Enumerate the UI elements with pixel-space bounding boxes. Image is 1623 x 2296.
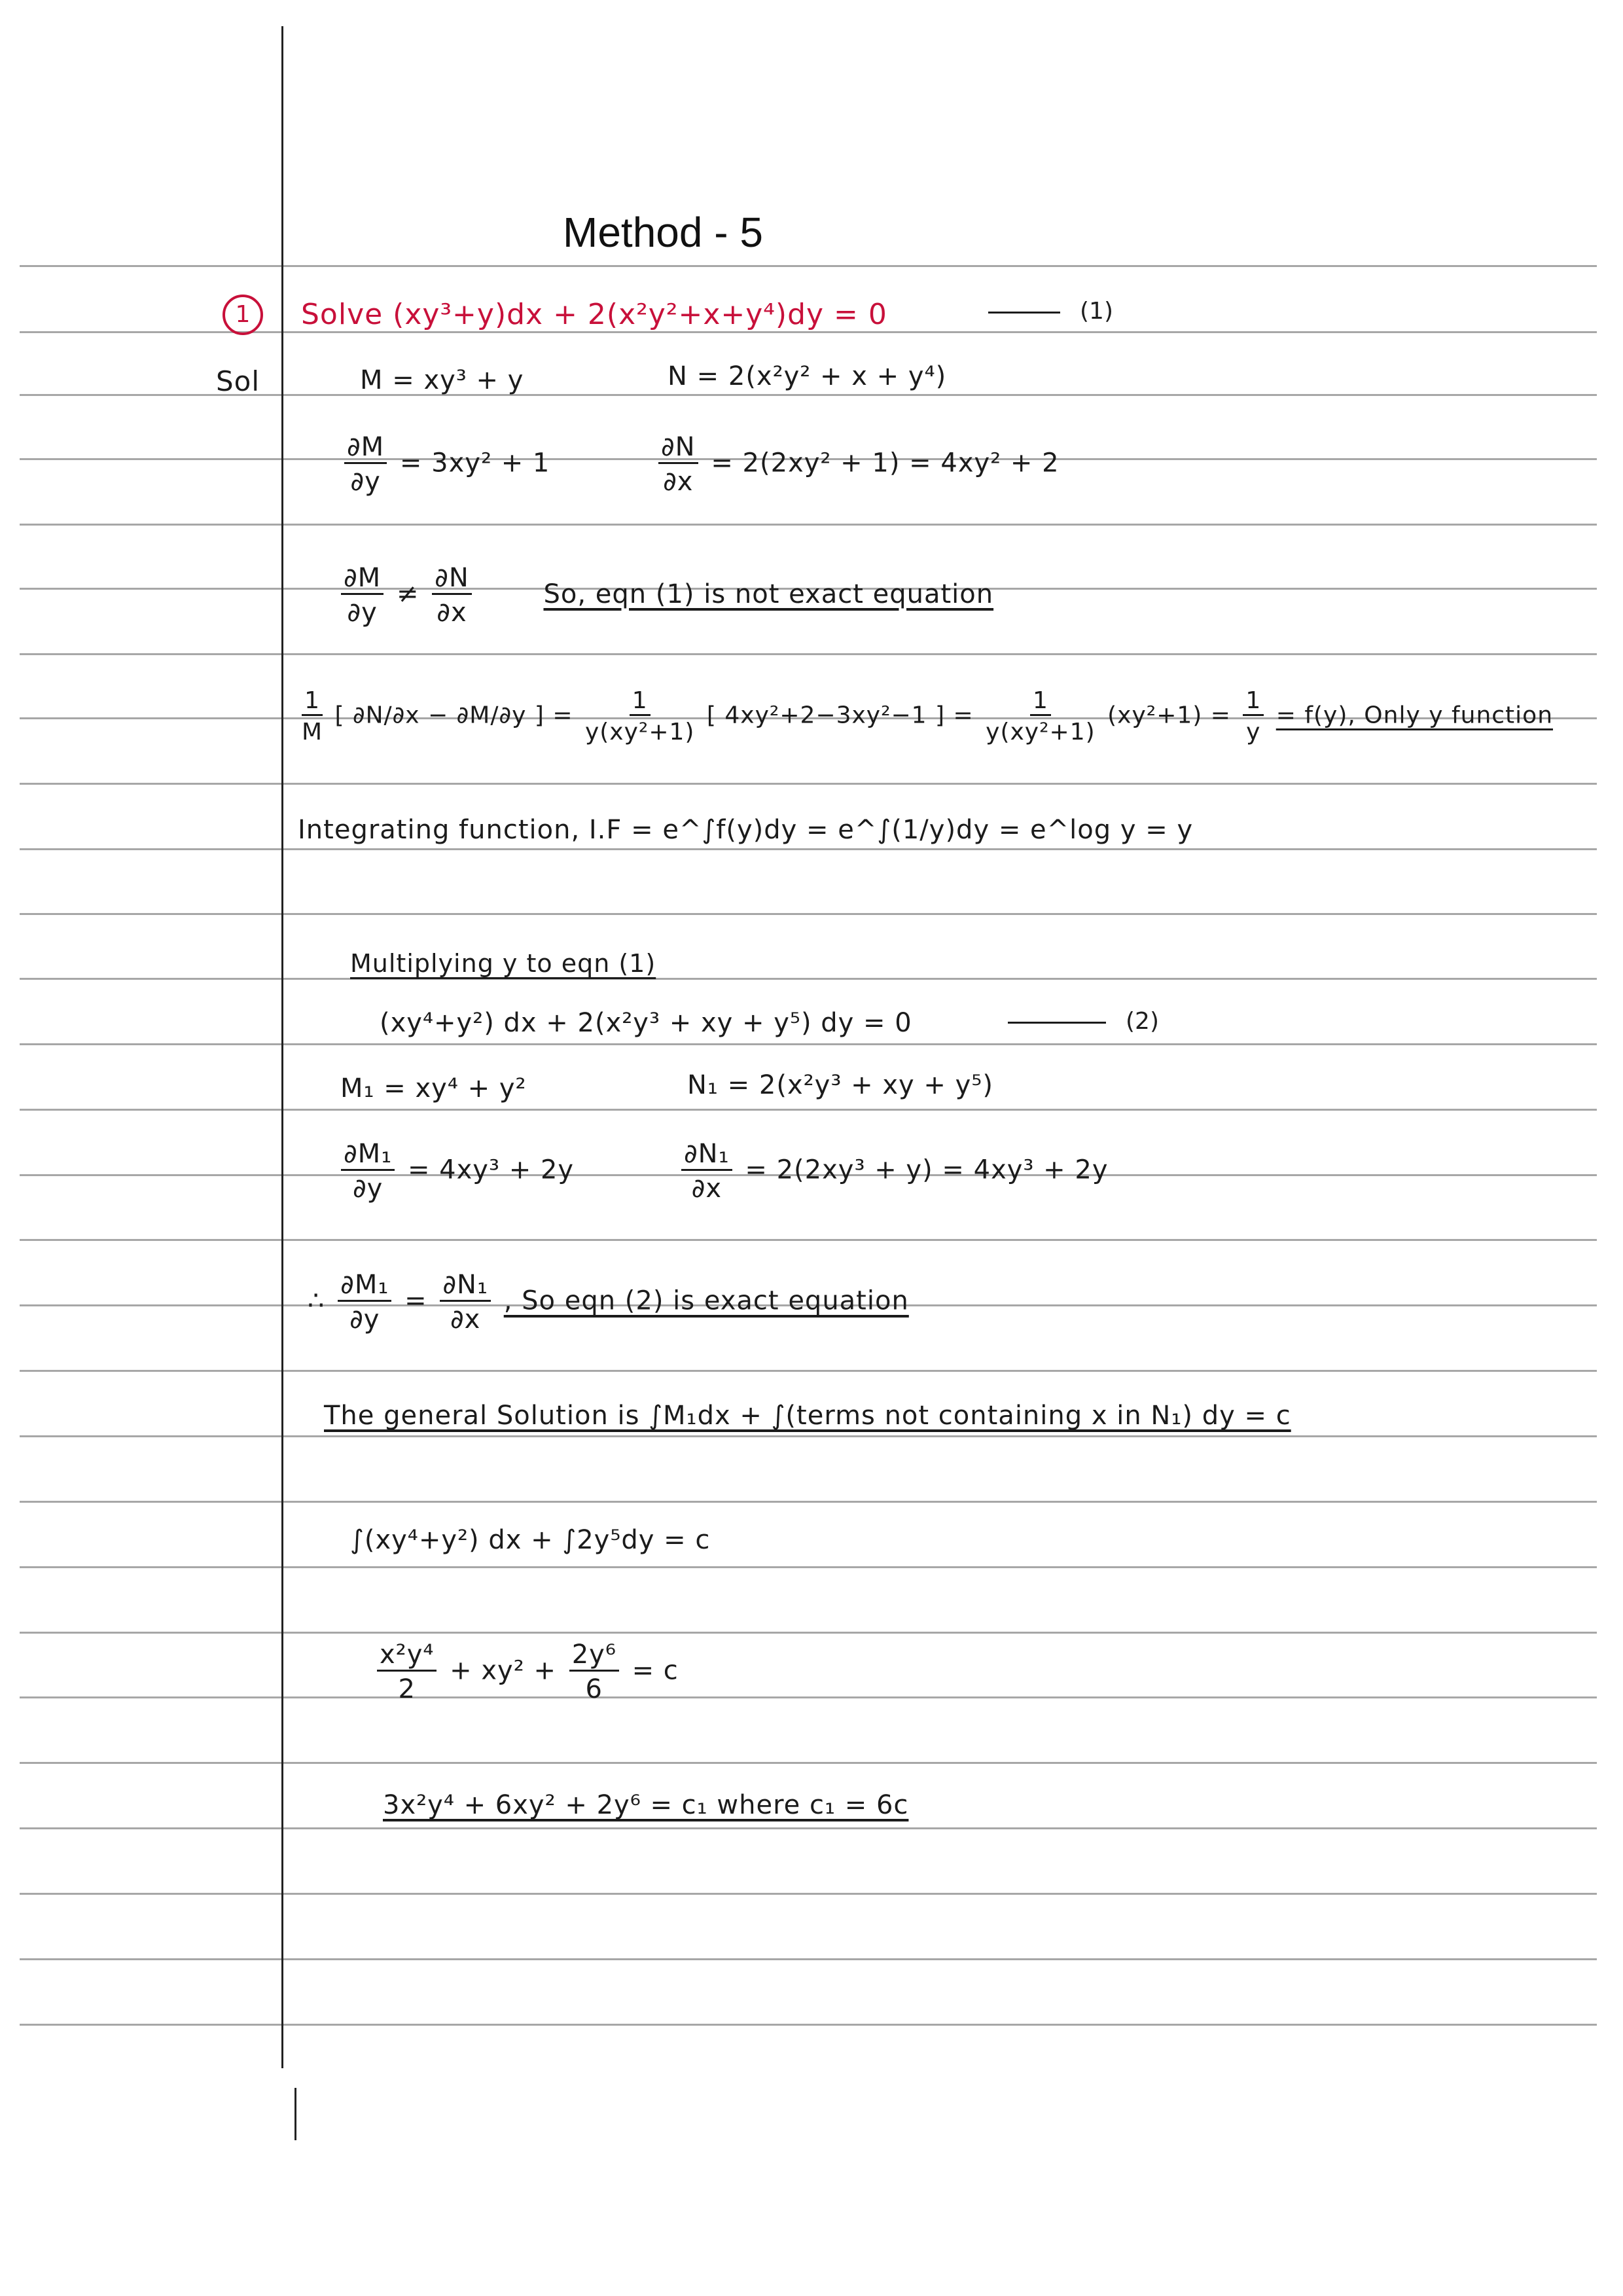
- N-definition: N = 2(x²y² + x + y⁴): [668, 361, 947, 391]
- N1-definition: N₁ = 2(x²y³ + xy + y⁵): [687, 1070, 993, 1100]
- M-definition: M = xy³ + y: [360, 365, 524, 395]
- ruled-line: [20, 331, 1597, 333]
- result-line: $\frac{\text{x²y⁴}}{2}$ + xy² + $\frac{\text{2y⁶}}{6}$ = c: [373, 1640, 679, 1704]
- ruled-line: [20, 524, 1597, 526]
- not-exact-line: $\frac{\partial M}{\partial y}$ ≠ $\frac{\partial N}{\partial x}$ So, eqn (1) is not exact equation: [337, 563, 993, 628]
- margin-line: [281, 26, 283, 2068]
- fraction: $\frac{1}{\text{y(xy²+1)}}$: [584, 687, 695, 745]
- multiplying-line: Multiplying y to eqn (1): [350, 949, 656, 978]
- general-solution-line: The general Solution is ∫M₁dx + ∫(terms not containing x in N₁) dy = c: [324, 1401, 1291, 1431]
- ruled-line: [20, 653, 1597, 655]
- fraction: $\frac{\partial N}{\partial x}$: [432, 563, 472, 628]
- ruled-line: [20, 1109, 1597, 1111]
- final-answer: 3x²y⁴ + 6xy² + 2y⁶ = c₁ where c₁ = 6c: [383, 1790, 909, 1820]
- dM-dy-line: $\frac{\partial M}{\partial y}$ = 3xy² + 1: [340, 432, 550, 497]
- M1-definition: M₁ = xy⁴ + y²: [340, 1073, 527, 1103]
- ruled-line: [20, 2024, 1597, 2026]
- ruled-line: [20, 1435, 1597, 1437]
- dN-dx-line: $\frac{\partial N}{\partial x}$ = 2(2xy² + 1) = 4xy² + 2: [654, 432, 1060, 497]
- dM1-dy-line: $\frac{\text{∂M₁}}{\partial y}$ = 4xy³ + 2y: [337, 1139, 574, 1204]
- fraction: $\frac{\text{∂N₁}}{\partial x}$: [681, 1139, 732, 1204]
- equation-tag-1: [988, 298, 1113, 325]
- ruled-line: [20, 1370, 1597, 1372]
- ruled-line: [20, 265, 1597, 267]
- fraction: $\frac{1}{\text{y(xy²+1)}}$: [986, 687, 1096, 745]
- ruled-line: [20, 1501, 1597, 1503]
- ruled-line: [20, 1632, 1597, 1634]
- sol-label: Sol: [216, 365, 260, 397]
- ruled-line: [20, 1958, 1597, 1960]
- ruled-line: [20, 978, 1597, 980]
- if-computation-line: $\frac{1}{M}$ [ ∂N/∂x − ∂M/∂y ] = $\frac{1}{\text{y(xy²+1)}}$ [ 4xy²+2−3xy²−1 ] = $\frac{1}{\text{y(xy²+1)}}$ (xy²+1) = $\frac{1}{y}$ = f(y), Only y function: [302, 687, 1554, 745]
- ruled-line: [20, 1696, 1597, 1698]
- ruled-line: [20, 1239, 1597, 1241]
- ruled-line: [20, 1893, 1597, 1895]
- fraction: $\frac{\partial M}{\partial y}$: [341, 563, 383, 628]
- ruled-line: [20, 783, 1597, 785]
- fraction: $\frac{\text{∂M₁}}{\partial y}$: [341, 1139, 395, 1204]
- fraction: $\frac{\text{∂N₁}}{\partial x}$: [440, 1270, 491, 1335]
- equation-dash: [1008, 1022, 1106, 1024]
- ruled-line: [20, 913, 1597, 915]
- ruled-line: [20, 848, 1597, 850]
- exact-line: ∴ $\frac{\text{∂M₁}}{\partial y}$ = $\frac{\text{∂N₁}}{\partial x}$ , So eqn (2) is exact equation: [308, 1270, 909, 1335]
- question-number-circle: 1: [223, 295, 263, 335]
- equation-dash: [988, 312, 1060, 314]
- ruled-line: [20, 1043, 1597, 1045]
- fraction: $\frac{1}{y}$: [1243, 687, 1264, 745]
- page-title: Method - 5: [563, 209, 763, 256]
- fraction: $\frac{\partial M}{\partial y}$: [344, 432, 387, 497]
- fraction: $\frac{\text{∂M₁}}{\partial y}$: [338, 1270, 391, 1335]
- dN1-dx-line: $\frac{\text{∂N₁}}{\partial x}$ = 2(2xy³ + y) = 4xy³ + 2y: [677, 1139, 1109, 1204]
- fraction: $\frac{\text{x²y⁴}}{2}$: [377, 1640, 437, 1704]
- fraction: $\frac{\partial N}{\partial x}$: [658, 432, 698, 497]
- margin-line-stub: [294, 2088, 296, 2140]
- fraction: $\frac{1}{M}$: [302, 687, 323, 745]
- ruled-line: [20, 1762, 1597, 1764]
- ruled-line: [20, 1566, 1597, 1568]
- integrating-factor-line: Integrating function, I.F = e^∫f(y)dy = e^∫(1/y)dy = e^log y = y: [298, 815, 1194, 845]
- problem-statement: Solve (xy³+y)dx + 2(x²y²+x+y⁴)dy = 0: [301, 298, 887, 331]
- equation-tag-label: (1): [1080, 298, 1113, 325]
- ruled-line: [20, 1827, 1597, 1829]
- integral-line: ∫(xy⁴+y²) dx + ∫2y⁵dy = c: [350, 1525, 711, 1555]
- equation-2: (xy⁴+y²) dx + 2(x²y³ + xy + y⁵) dy = 0: [380, 1008, 912, 1038]
- equation-tag-2: (2): [1008, 1008, 1159, 1035]
- fraction: $\frac{\text{2y⁶}}{6}$: [569, 1640, 619, 1704]
